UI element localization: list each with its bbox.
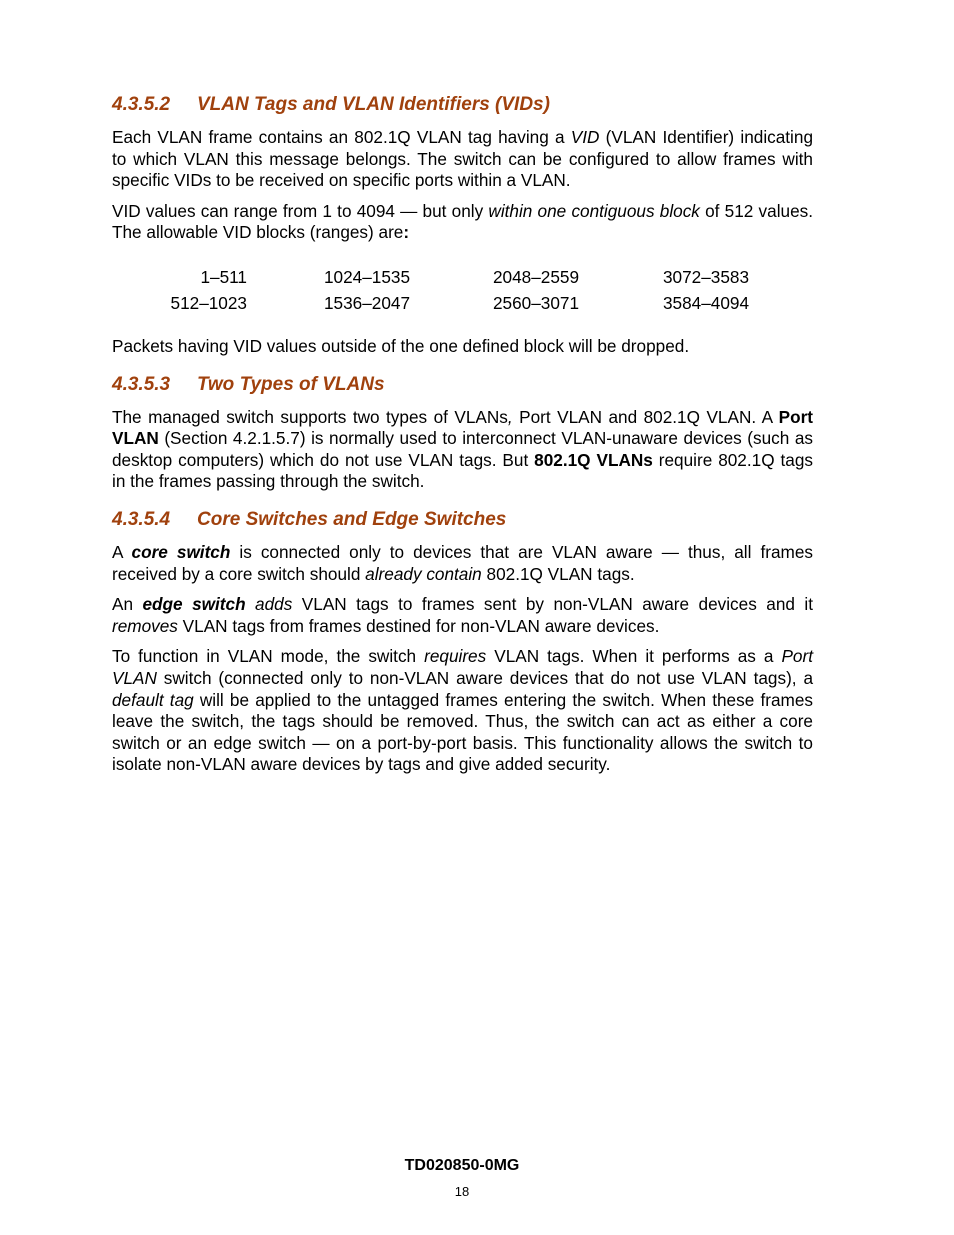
- text-run: VID: [570, 127, 600, 147]
- text-run: require 802.1Q tags in the frames passing through the switch.: [112, 449, 813, 492]
- text-run: VLAN tags to frames sent by non-VLAN aware devices and it: [292, 594, 814, 615]
- vid-block-cell: 3584–4094: [663, 292, 750, 313]
- section-title: VLAN Tags and VLAN Identifiers (VIDs): [197, 94, 550, 115]
- section-number: 4.3.5.4: [112, 508, 171, 530]
- vid-block-cell: 512–1023: [170, 292, 247, 313]
- text-run: Port VLAN: [112, 646, 813, 688]
- text-run: 802.1Q VLAN tags.: [481, 563, 635, 584]
- vid-block-cell: 2560–3071: [493, 292, 580, 313]
- text-run: switch (connected only to non-VLAN aware devices that do not use VLAN tags), a: [156, 667, 813, 688]
- text-run: 802.1Q VLANs: [534, 449, 653, 470]
- paragraph: [112, 127, 813, 192]
- vid-blocks-row: [112, 290, 813, 316]
- text-run: VID values can range from 1 to 4094 — but only: [112, 200, 489, 221]
- section-title: Core Switches and Edge Switches: [197, 508, 507, 530]
- text-run: To function in VLAN mode, the switch: [112, 646, 425, 667]
- text-run: already contain: [365, 563, 482, 584]
- text-run: ,: [507, 406, 513, 427]
- text-run: edge switch: [142, 594, 246, 615]
- section-number: 4.3.5.2: [112, 94, 171, 115]
- page-number: 18: [454, 1184, 470, 1199]
- text-run: (VLAN Identifier) indicating to which VLAN this message belongs. The switch can be configured to allow frames with specific VIDs to be received on specific ports within a VLAN.: [112, 127, 813, 191]
- vid-block-cell: 1536–2047: [324, 292, 411, 313]
- text-run: (Section 4.2.1.5.7) is normally used to interconnect VLAN-unaware devices (such as desktop computers) which do not use VLAN tags. But: [112, 428, 813, 470]
- text-run: Each VLAN frame contains an 802.1Q VLAN tag having a: [112, 127, 571, 147]
- vid-blocks-table: [112, 264, 813, 316]
- paragraph: [112, 594, 813, 637]
- section-title: Two Types of VLANs: [197, 373, 385, 395]
- text-run: A: [112, 541, 132, 562]
- paragraph: [112, 542, 813, 585]
- section-heading: [112, 372, 813, 398]
- section-number: 4.3.5.3: [112, 373, 171, 395]
- text-run: default tag: [112, 689, 194, 710]
- paragraph: [112, 646, 813, 776]
- document-body: [112, 92, 813, 785]
- document-id: TD020850-0MG: [404, 1157, 520, 1174]
- text-run: within one contiguous block: [488, 200, 700, 221]
- vid-block-cell: 2048–2559: [493, 266, 580, 287]
- text-run: VLAN tags from frames destined for non-VLAN aware devices.: [177, 615, 660, 636]
- text-run: VLAN tags. When it performs as a: [486, 646, 782, 667]
- text-run: Port VLAN and 802.1Q VLAN. A: [512, 406, 779, 427]
- vid-block-cell: 1024–1535: [324, 266, 411, 287]
- vid-block-cell: 3072–3583: [663, 266, 750, 287]
- text-run: adds: [255, 594, 293, 615]
- vid-blocks-row: [112, 264, 813, 290]
- text-run: of 512 values. The allowable VID blocks (ranges) are: [112, 200, 813, 243]
- vid-block-cell: 1–511: [200, 266, 247, 287]
- text-run: An: [112, 594, 143, 615]
- text-run: Port VLAN: [112, 406, 813, 449]
- text-run: is connected only to devices that are VLAN aware — thus, all frames received by a core switch should: [112, 541, 813, 584]
- paragraph: [112, 336, 813, 358]
- text-run: :: [403, 222, 410, 243]
- text-run: Packets having VID values outside of the one defined block will be dropped.: [112, 335, 690, 356]
- text-run: requires: [424, 646, 487, 667]
- section-heading: [112, 92, 813, 118]
- text-run: [246, 594, 255, 614]
- text-run: The managed switch supports two types of VLANs: [112, 406, 508, 427]
- text-run: removes: [112, 615, 178, 636]
- text-run: core switch: [131, 541, 231, 562]
- paragraph: [112, 201, 813, 244]
- paragraph: [112, 407, 813, 493]
- text-run: will be applied to the untagged frames entering the switch. When these frames leave the switch, the tags should be removed. Thus, the switch can act as either a core switch or an edge switch — on a port-by-port basis. This functionality allows the switch to isolate non-VLAN aware devices by tags and give added security.: [112, 689, 813, 775]
- section-heading: [112, 507, 813, 533]
